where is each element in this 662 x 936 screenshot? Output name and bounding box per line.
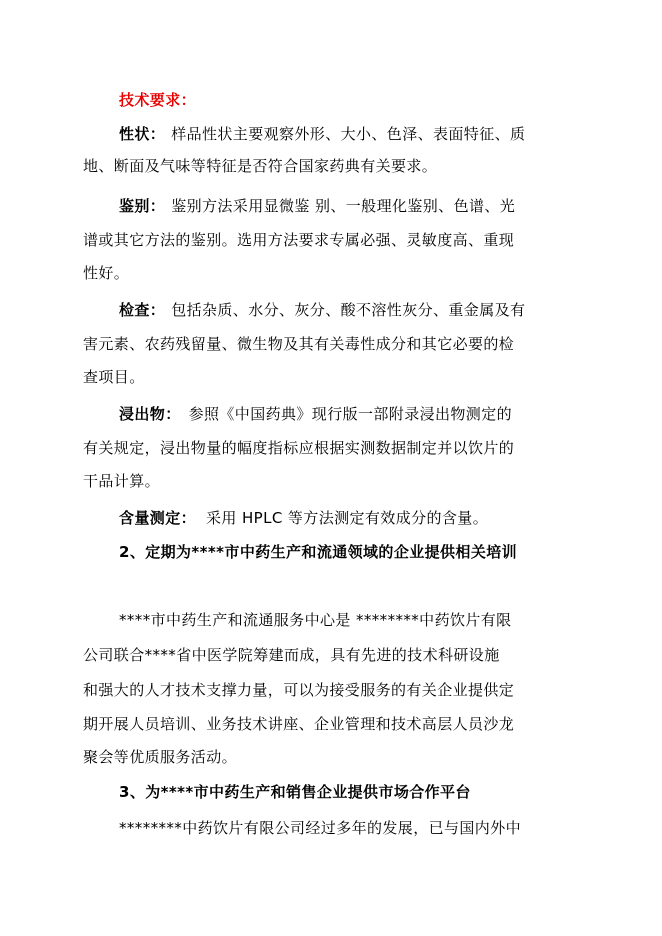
extract-text-2: 有关规定，浸出物量的幅度指标应根据实测数据制定并以饮片的	[83, 439, 515, 457]
inspection-label: 检查：	[119, 301, 166, 319]
extract-label: 浸出物：	[119, 405, 181, 423]
inspection-text-2: 害元素、农药残留量、微生物及其有关毒性成分和其它必要的检	[83, 335, 515, 353]
section-2-text-3: 和强大的人才技术支撑力量，可以为接受服务的有关企业提供定	[83, 681, 515, 699]
extract-text-3: 干品计算。	[83, 472, 161, 490]
character-paragraph-line-1	[119, 124, 525, 144]
identification-text-3: 性好。	[83, 264, 130, 282]
section-2-text-1: ****市中药生产和流通服务中心是 ********中药饮片有限	[119, 611, 512, 629]
section-heading: 技术要求：	[119, 91, 197, 109]
identification-text-1: 鉴别方法采用显微鉴 别、一般理化鉴别、色谱、光	[171, 197, 516, 215]
section-2-text-2: 公司联合****省中医学院筹建而成，具有先进的技术科研设施	[83, 646, 500, 664]
section-2-text-5: 聚会等优质服务活动。	[83, 748, 238, 766]
character-text-1: 样品性状主要观察外形、大小、色泽、表面特征、质	[171, 125, 526, 143]
identification-text-2: 谱或其它方法的鉴别。选用方法要求专属必强、灵敏度高、重现	[83, 231, 515, 249]
identification-label: 鉴别：	[119, 197, 166, 215]
section-3-title: 3、为****市中药生产和销售企业提供市场合作平台	[119, 783, 471, 801]
assay-label: 含量测定：	[119, 509, 197, 527]
inspection-text-3: 查项目。	[83, 368, 145, 386]
identification-paragraph-line-1	[119, 196, 515, 216]
extract-text-1: 参照《中国药典》现行版一部附录浸出物测定的	[188, 405, 513, 423]
inspection-text-1: 包括杂质、水分、灰分、酸不溶性灰分、重金属及有	[171, 301, 526, 319]
character-text-2: 地、断面及气味等特征是否符合国家药典有关要求。	[83, 157, 438, 175]
assay-text: 采用 HPLC 等方法测定有效成分的含量。	[206, 509, 489, 527]
inspection-paragraph-line-1	[119, 300, 525, 320]
assay-paragraph	[119, 508, 488, 528]
section-3-text-1: ********中药饮片有限公司经过多年的发展，已与国内外中	[119, 819, 522, 837]
extract-paragraph-line-1	[119, 404, 512, 424]
section-2-text-4: 期开展人员培训、业务技术讲座、企业管理和技术高层人员沙龙	[83, 715, 515, 733]
character-label: 性状：	[119, 125, 166, 143]
section-2-title: 2、定期为****市中药生产和流通领域的企业提供相关培训	[119, 543, 518, 561]
